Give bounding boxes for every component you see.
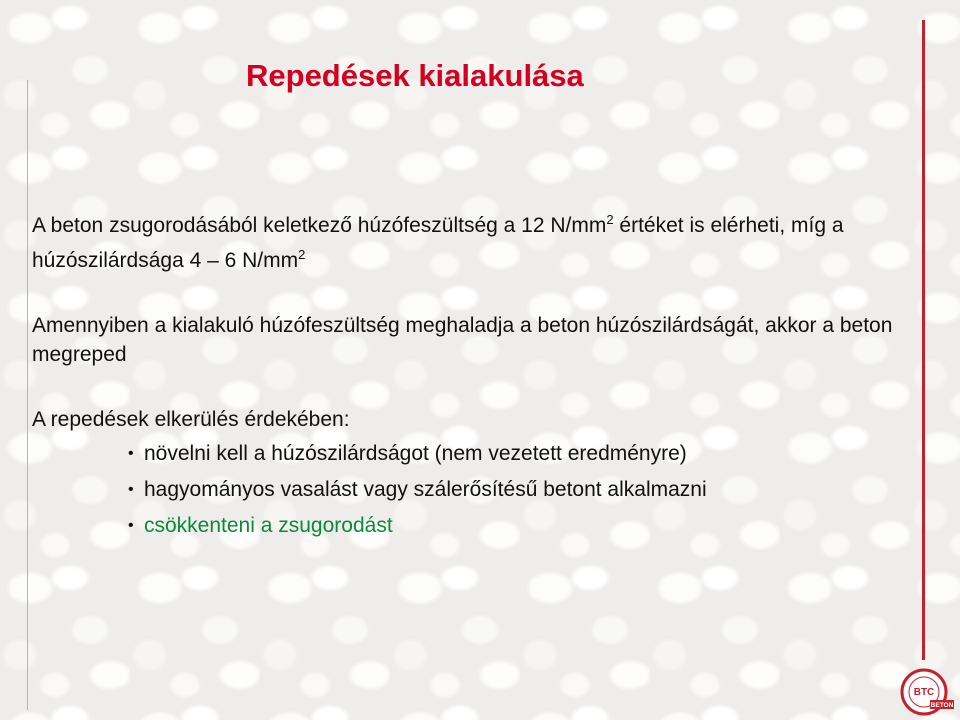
- svg-text:BTC: BTC: [913, 687, 935, 698]
- bullet-list: [32, 436, 902, 544]
- bullet-dot-icon: •: [128, 481, 134, 498]
- bullet-item: • növelni kell a húzószilárdságot (nem vezetett eredményre): [128, 436, 902, 472]
- bullet-dot-icon: •: [128, 517, 134, 534]
- bullet-dot-icon: •: [128, 445, 134, 462]
- bullet-item: • csökkenteni a zsugorodást: [128, 508, 902, 544]
- svg-text:BETON: BETON: [930, 702, 954, 709]
- left-frame-line: [27, 80, 28, 710]
- bullet-item: • hagyományos vasalást vagy szálerősítésű betont alkalmazni: [128, 472, 902, 508]
- slide-body: [32, 205, 902, 544]
- right-accent-line: [922, 20, 925, 660]
- superscript: 2: [298, 247, 306, 262]
- slide-title: Repedések kialakulása: [246, 58, 584, 93]
- paragraph-stress: A beton zsugorodásából keletkező húzófeszültség a 12 $N/mm^2$ értéket is elérheti, míg a húzószilárdsága 4 – 6 $N/mm^2$: [32, 212, 844, 272]
- superscript: 2: [606, 212, 614, 227]
- bullet-intro: A repedések elkerülés érdekében:: [32, 408, 350, 431]
- paragraph-crack: Amennyiben a kialakuló húzófeszültség meghaladja a beton húzószilárdságát, akkor a beton megreped: [32, 314, 893, 366]
- btc-beton-logo-icon: [894, 664, 954, 716]
